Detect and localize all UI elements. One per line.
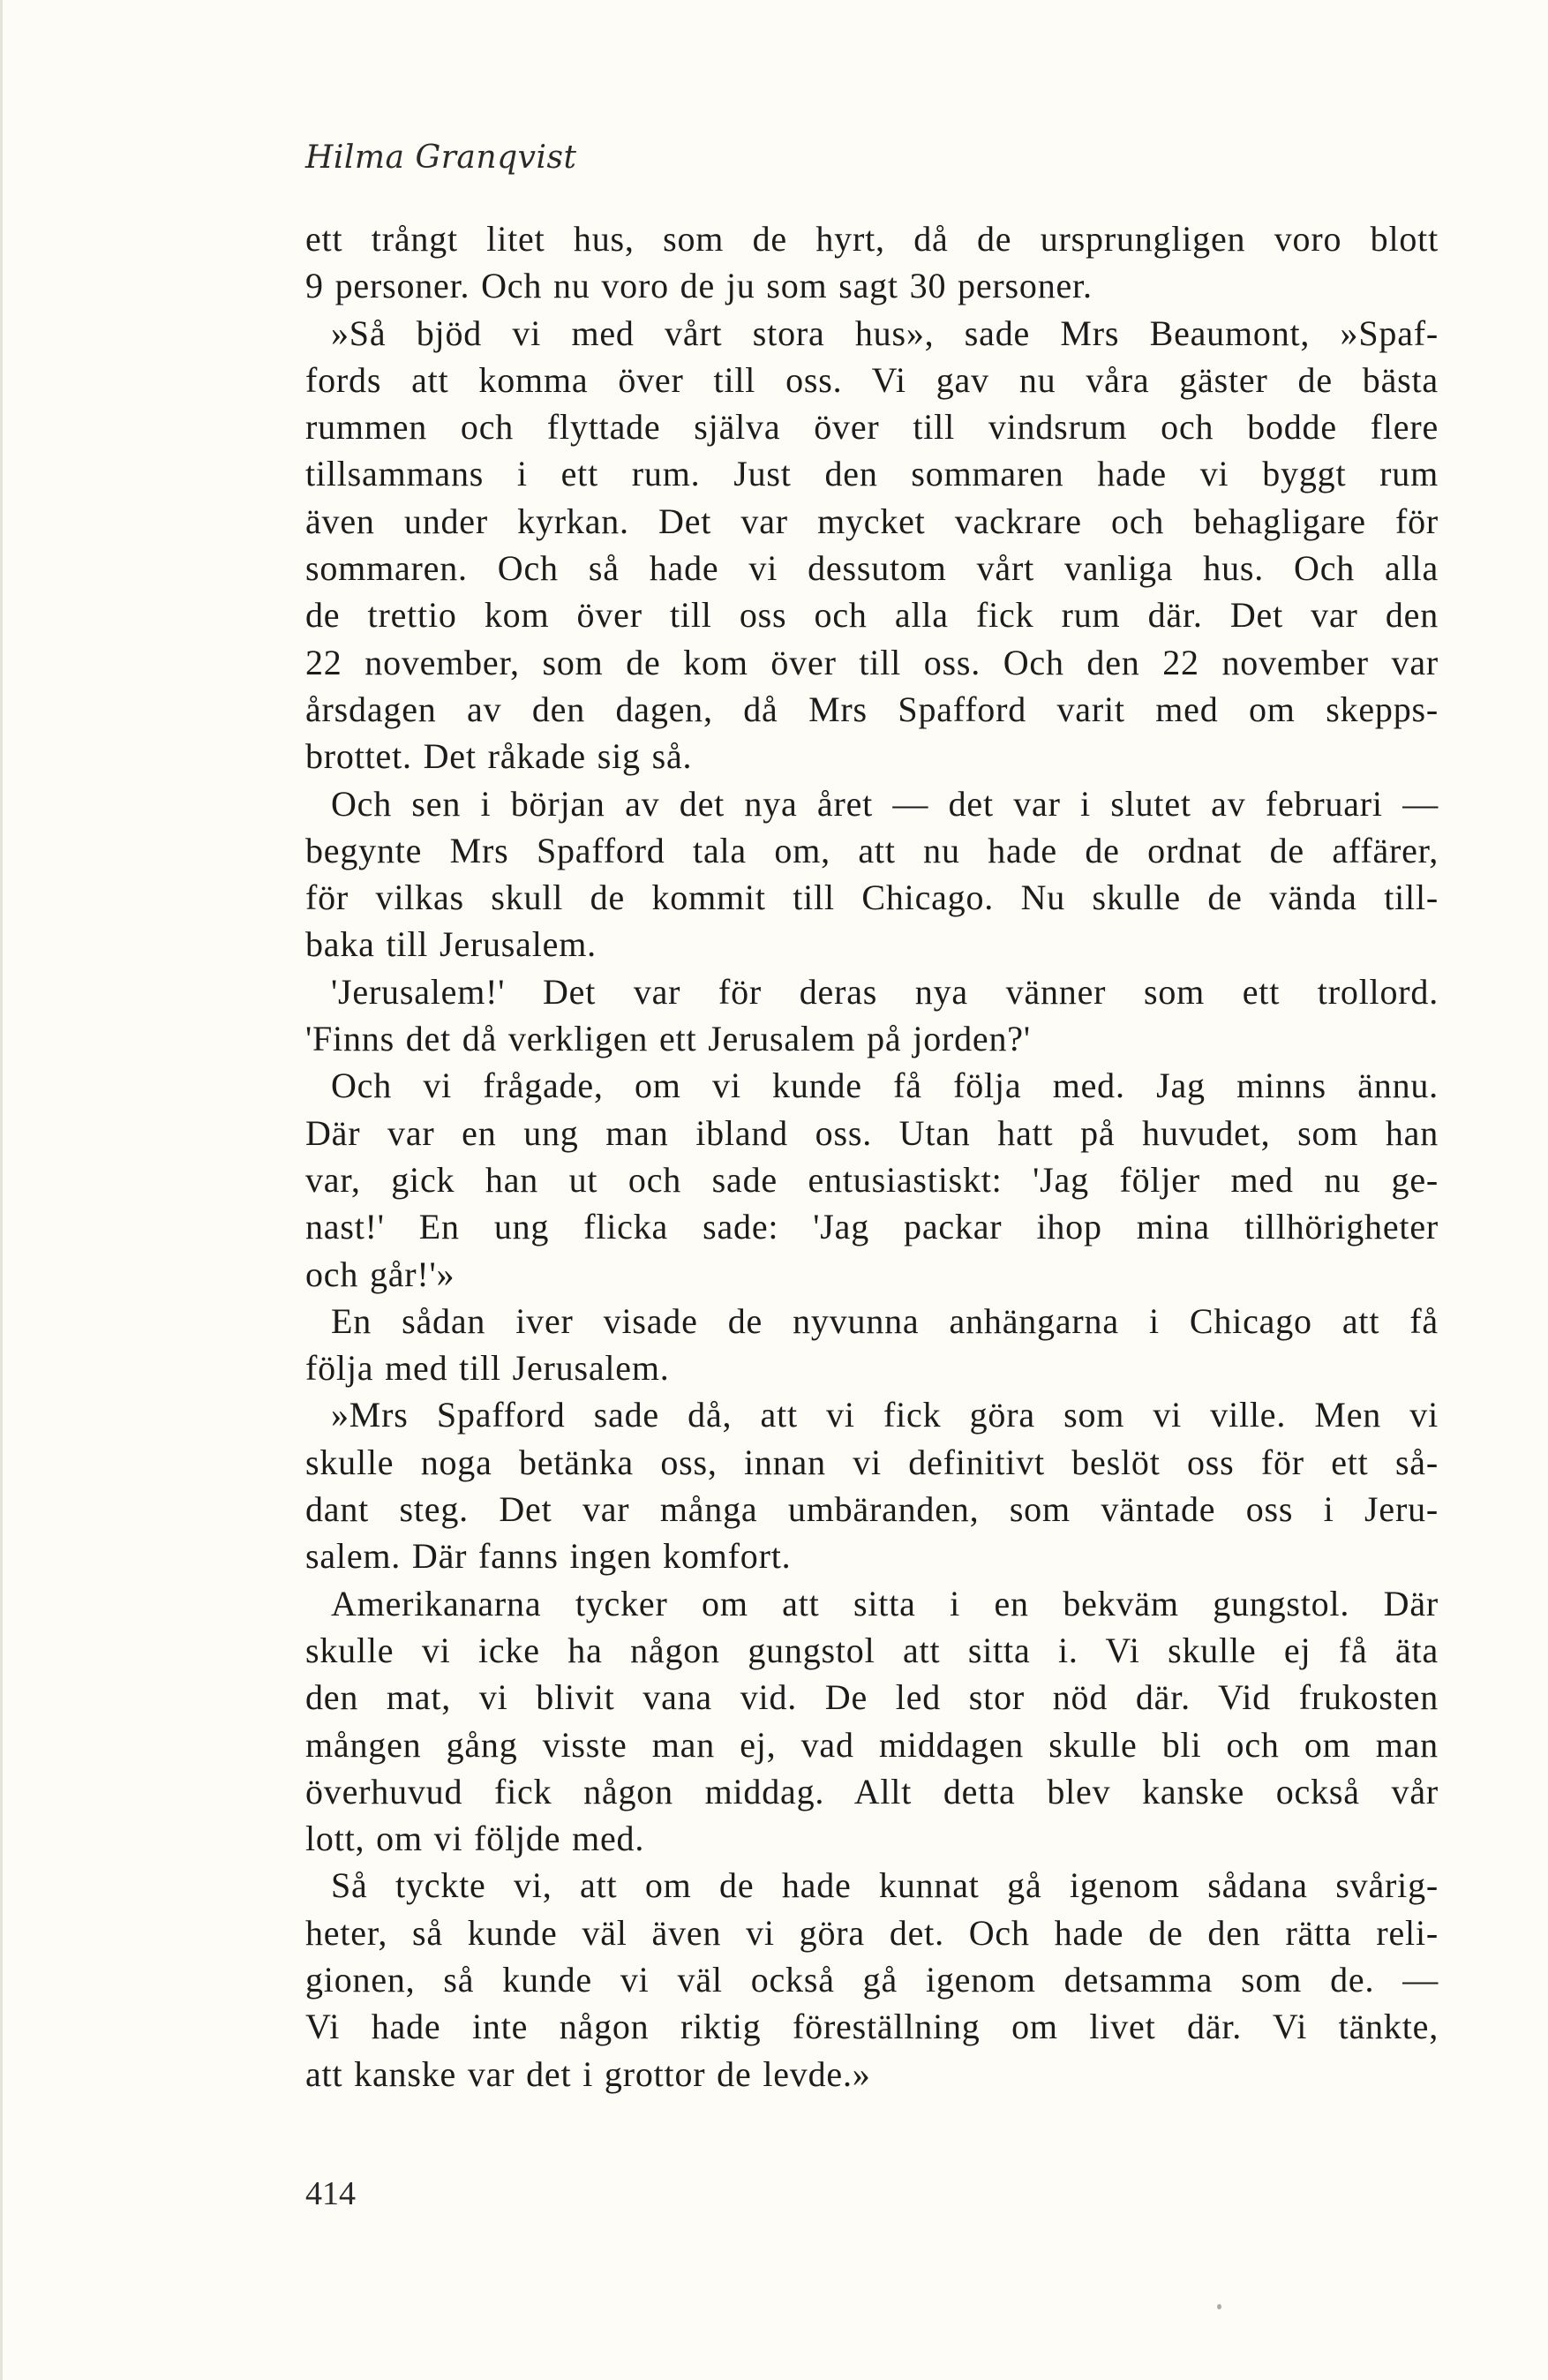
text-line: den mat, vi blivit vana vid. De led stor nöd där. Vid frukosten (305, 1677, 1439, 1718)
text-line: 9 personer. Och nu voro de ju som sagt 30 personer. (305, 266, 1093, 306)
page-number: 414 (305, 2175, 356, 2212)
text-line: 22 november, som de kom över till oss. Och den 22 november var (305, 642, 1439, 682)
text-line: mången gång visste man ej, vad middagen skulle bli och om man (305, 1724, 1439, 1765)
text-line: baka till Jerusalem. (305, 924, 597, 965)
text-line: var, gick han ut och sade entusiastiskt: 'Jag följer med nu ge- (305, 1159, 1439, 1200)
text-line: skulle vi icke ha någon gungstol att sitta i. Vi skulle ej få äta (305, 1630, 1439, 1670)
text-line: gionen, så kunde vi väl också gå igenom detsamma som de. — (305, 1959, 1439, 2000)
text-line: ett trångt litet hus, som de hyrt, då de ursprungligen voro blott (305, 219, 1439, 259)
text-line: salem. Där fanns ingen komfort. (305, 1536, 792, 1577)
text-line: och går!'» (305, 1254, 455, 1294)
body-text (305, 215, 1439, 2098)
text-line: skulle noga betänka oss, innan vi definitivt beslöt oss för ett så- (305, 1442, 1439, 1482)
text-line: Där var en ung man ibland oss. Utan hatt på huvudet, som han (305, 1112, 1439, 1153)
text-line: årsdagen av den dagen, då Mrs Spafford varit med om skepps- (305, 689, 1439, 729)
text-line: En sådan iver visade de nyvunna anhängarna i Chicago att få (331, 1300, 1439, 1341)
text-line: Så tyckte vi, att om de hade kunnat gå igenom sådana svårig- (331, 1865, 1439, 1906)
text-line: Och vi frågade, om vi kunde få följa med. Jag minns ännu. (331, 1066, 1439, 1106)
running-head: Hilma Granqvist (305, 139, 577, 176)
text-line: lott, om vi följde med. (305, 1819, 645, 1859)
text-line: brottet. Det råkade sig så. (305, 736, 693, 777)
text-line: sommaren. Och så hade vi dessutom vårt vanliga hus. Och alla (305, 548, 1439, 589)
text-line: rummen och flyttade själva över till vindsrum och bodde flere (305, 407, 1439, 448)
text-line: heter, så kunde väl även vi göra det. Och hade de den rätta reli- (305, 1912, 1439, 1953)
text-line: fords att komma över till oss. Vi gav nu våra gäster de bästa (305, 359, 1439, 400)
text-line: följa med till Jerusalem. (305, 1348, 670, 1389)
text-line: »Mrs Spafford sade då, att vi fick göra som vi ville. Men vi (331, 1395, 1439, 1435)
text-line: överhuvud fick någon middag. Allt detta blev kanske också vår (305, 1771, 1439, 1811)
text-line: tillsammans i ett rum. Just den sommaren hade vi byggt rum (305, 454, 1439, 494)
text-line: de trettio kom över till oss och alla fick rum där. Det var den (305, 595, 1439, 636)
text-line: Amerikanarna tycker om att sitta i en bekväm gungstol. Där (331, 1583, 1439, 1623)
text-line: »Så bjöd vi med vårt stora hus», sade Mrs Beaumont, »Spaf- (331, 313, 1439, 353)
paper-speck (1217, 2304, 1221, 2309)
text-line: 'Jerusalem!' Det var för deras nya vänner som ett trollord. (331, 971, 1439, 1012)
text-line: Vi hade inte någon riktig föreställning om livet där. Vi tänkte, (305, 2007, 1439, 2047)
text-line: begynte Mrs Spafford tala om, att nu hade de ordnat de affärer, (305, 830, 1439, 870)
text-line: dant steg. Det var många umbäranden, som väntade oss i Jeru- (305, 1489, 1439, 1530)
text-line: även under kyrkan. Det var mycket vackrare och behagligare för (305, 501, 1439, 541)
text-line: Och sen i början av det nya året — det var i slutet av februari — (331, 783, 1439, 824)
text-line: att kanske var det i grottor de levde.» (305, 2053, 871, 2094)
text-line: 'Finns det då verkligen ett Jerusalem på jorden?' (305, 1019, 1031, 1059)
text-line: nast!' En ung flicka sade: 'Jag packar ihop mina tillhörigheter (305, 1207, 1439, 1247)
text-line: för vilkas skull de kommit till Chicago. Nu skulle de vända till- (305, 877, 1439, 918)
